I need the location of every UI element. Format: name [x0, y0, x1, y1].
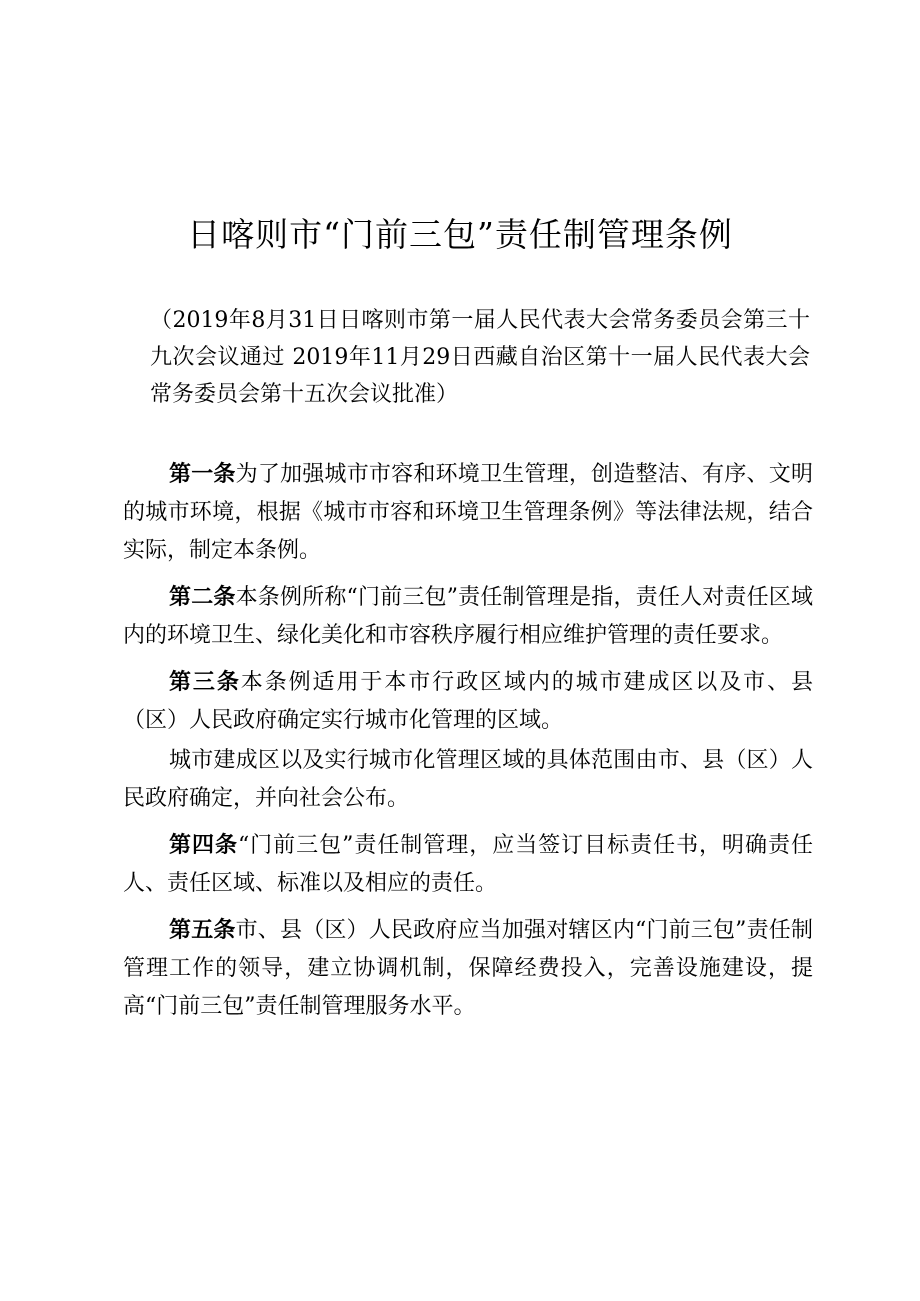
article-2-label: 第二条	[169, 585, 236, 610]
document-title: 日喀则市“门前三包”责任制管理条例	[187, 215, 733, 254]
article-5-text: 市、县（区）人民政府应当加强对辖区内“门前三包”责任制管理工作的领导，建立协调机制，保障经费投入，完善设施建设，提高“门前三包”责任制管理服务水平。	[123, 918, 813, 1019]
article-3	[123, 664, 813, 740]
article-3-paragraph-2: 城市建成区以及实行城市化管理区域的具体范围由市、县（区）人民政府确定，并向社会公布。	[123, 748, 813, 811]
article-2-text: 本条例所称“门前三包”责任制管理是指，责任人对责任区域内的环境卫生、绿化美化和市容秩序履行相应维护管理的责任要求。	[123, 585, 813, 648]
article-4	[123, 827, 813, 903]
article-1-text: 为了加强城市市容和环境卫生管理，创造整洁、有序、文明的城市环境，根据《城市市容和环境卫生管理条例》等法律法规，结合实际，制定本条例。	[123, 462, 813, 563]
article-4-text: “门前三包”责任制管理，应当签订目标责任书，明确责任人、责任区域、标准以及相应的责任。	[123, 833, 813, 896]
article-1-label: 第一条	[169, 462, 236, 487]
article-5-label: 第五条	[169, 918, 236, 943]
article-2	[123, 579, 813, 655]
document-body	[123, 456, 813, 1035]
article-5	[123, 912, 813, 1026]
article-1	[123, 456, 813, 570]
enactment-note: （2019年8月31日日喀则市第一届人民代表大会常务委员会第三十九次会议通过 2019年11月29日西藏自治区第十一届人民代表大会常务委员会第十五次会议批准）	[150, 308, 810, 407]
article-4-label: 第四条	[169, 833, 238, 858]
article-3-label: 第三条	[169, 670, 241, 695]
article-3-text: 本条例适用于本市行政区域内的城市建成区以及市、县（区）人民政府确定实行城市化管理的区域。	[123, 670, 813, 733]
